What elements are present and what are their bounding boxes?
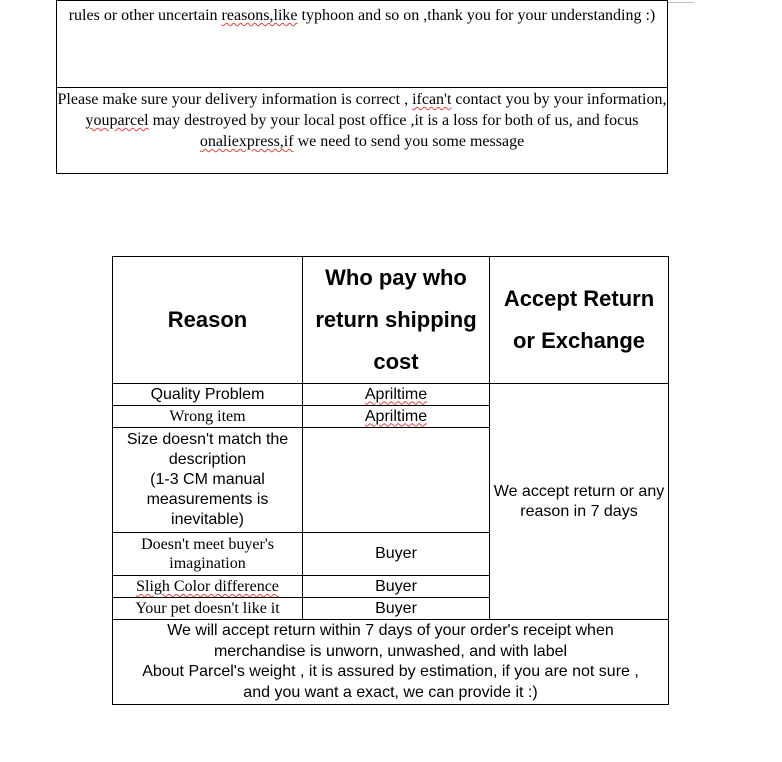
payer-size-mismatch	[303, 428, 490, 533]
footer-line: We will accept return within 7 days of your order's receipt when	[167, 622, 614, 639]
payer-color-difference: Buyer	[303, 576, 490, 598]
reason-color-difference	[113, 576, 303, 598]
return-policy-footer	[113, 620, 669, 705]
spellcheck-word: onaliexpress,if	[199, 133, 294, 150]
reason-quality-problem: Quality Problem	[113, 384, 303, 406]
notice-cell-weather	[57, 1, 668, 88]
footer-line: merchandise is unworn, unwashed, and with label	[213, 642, 568, 660]
spellcheck-word: reasons,like	[221, 7, 298, 24]
reason-size-line: Size doesn't match the description	[126, 431, 289, 468]
notice-cell-delivery	[57, 88, 668, 174]
header-accept-return: Accept Return or Exchange	[490, 257, 669, 384]
notice-table	[56, 0, 668, 174]
header-who-pay: Who pay who return shipping cost	[303, 257, 490, 384]
notice-text: typhoon and so on ,thank you for your understanding :)	[297, 7, 656, 24]
payer-quality-problem	[303, 384, 490, 406]
spellcheck-word: ifcan't	[412, 91, 452, 108]
reason-imagination: Doesn't meet buyer's imagination	[113, 533, 303, 576]
payer-pet-dislike: Buyer	[303, 598, 490, 620]
spellcheck-word: Sligh Color difference	[136, 578, 279, 595]
top-right-rule	[668, 2, 694, 3]
payer-imagination: Buyer	[303, 533, 490, 576]
header-reason: Reason	[113, 257, 303, 384]
payer-name: Apriltime	[364, 407, 428, 425]
reason-pet-dislike: Your pet doesn't like it	[113, 598, 303, 620]
notice-text: rules or other uncertain	[68, 7, 222, 24]
notice-text: contact you by your information,	[451, 91, 667, 108]
return-policy-table	[112, 256, 669, 705]
notice-text: Please make sure your delivery information is correct ,	[57, 91, 413, 108]
notice-text: we need to send you some message	[293, 133, 525, 150]
reason-wrong-item: Wrong item	[113, 406, 303, 428]
footer-line: About Parcel's weight , it is assured by estimation, if you are not sure ,	[142, 663, 639, 680]
notice-text: may destroyed by your local post office ,it is a loss for both of us, and focus	[148, 112, 639, 129]
spellcheck-word: youparcel	[85, 112, 149, 129]
reason-size-mismatch	[113, 428, 303, 533]
footer-line: and you want a exact, we can provide it :)	[243, 683, 538, 701]
reason-size-note: (1-3 CM manual measurements is inevitable)	[146, 471, 269, 528]
payer-name: Apriltime	[364, 385, 428, 403]
accept-return-cell: We accept return or any reason in 7 days	[490, 384, 669, 620]
payer-wrong-item	[303, 406, 490, 428]
